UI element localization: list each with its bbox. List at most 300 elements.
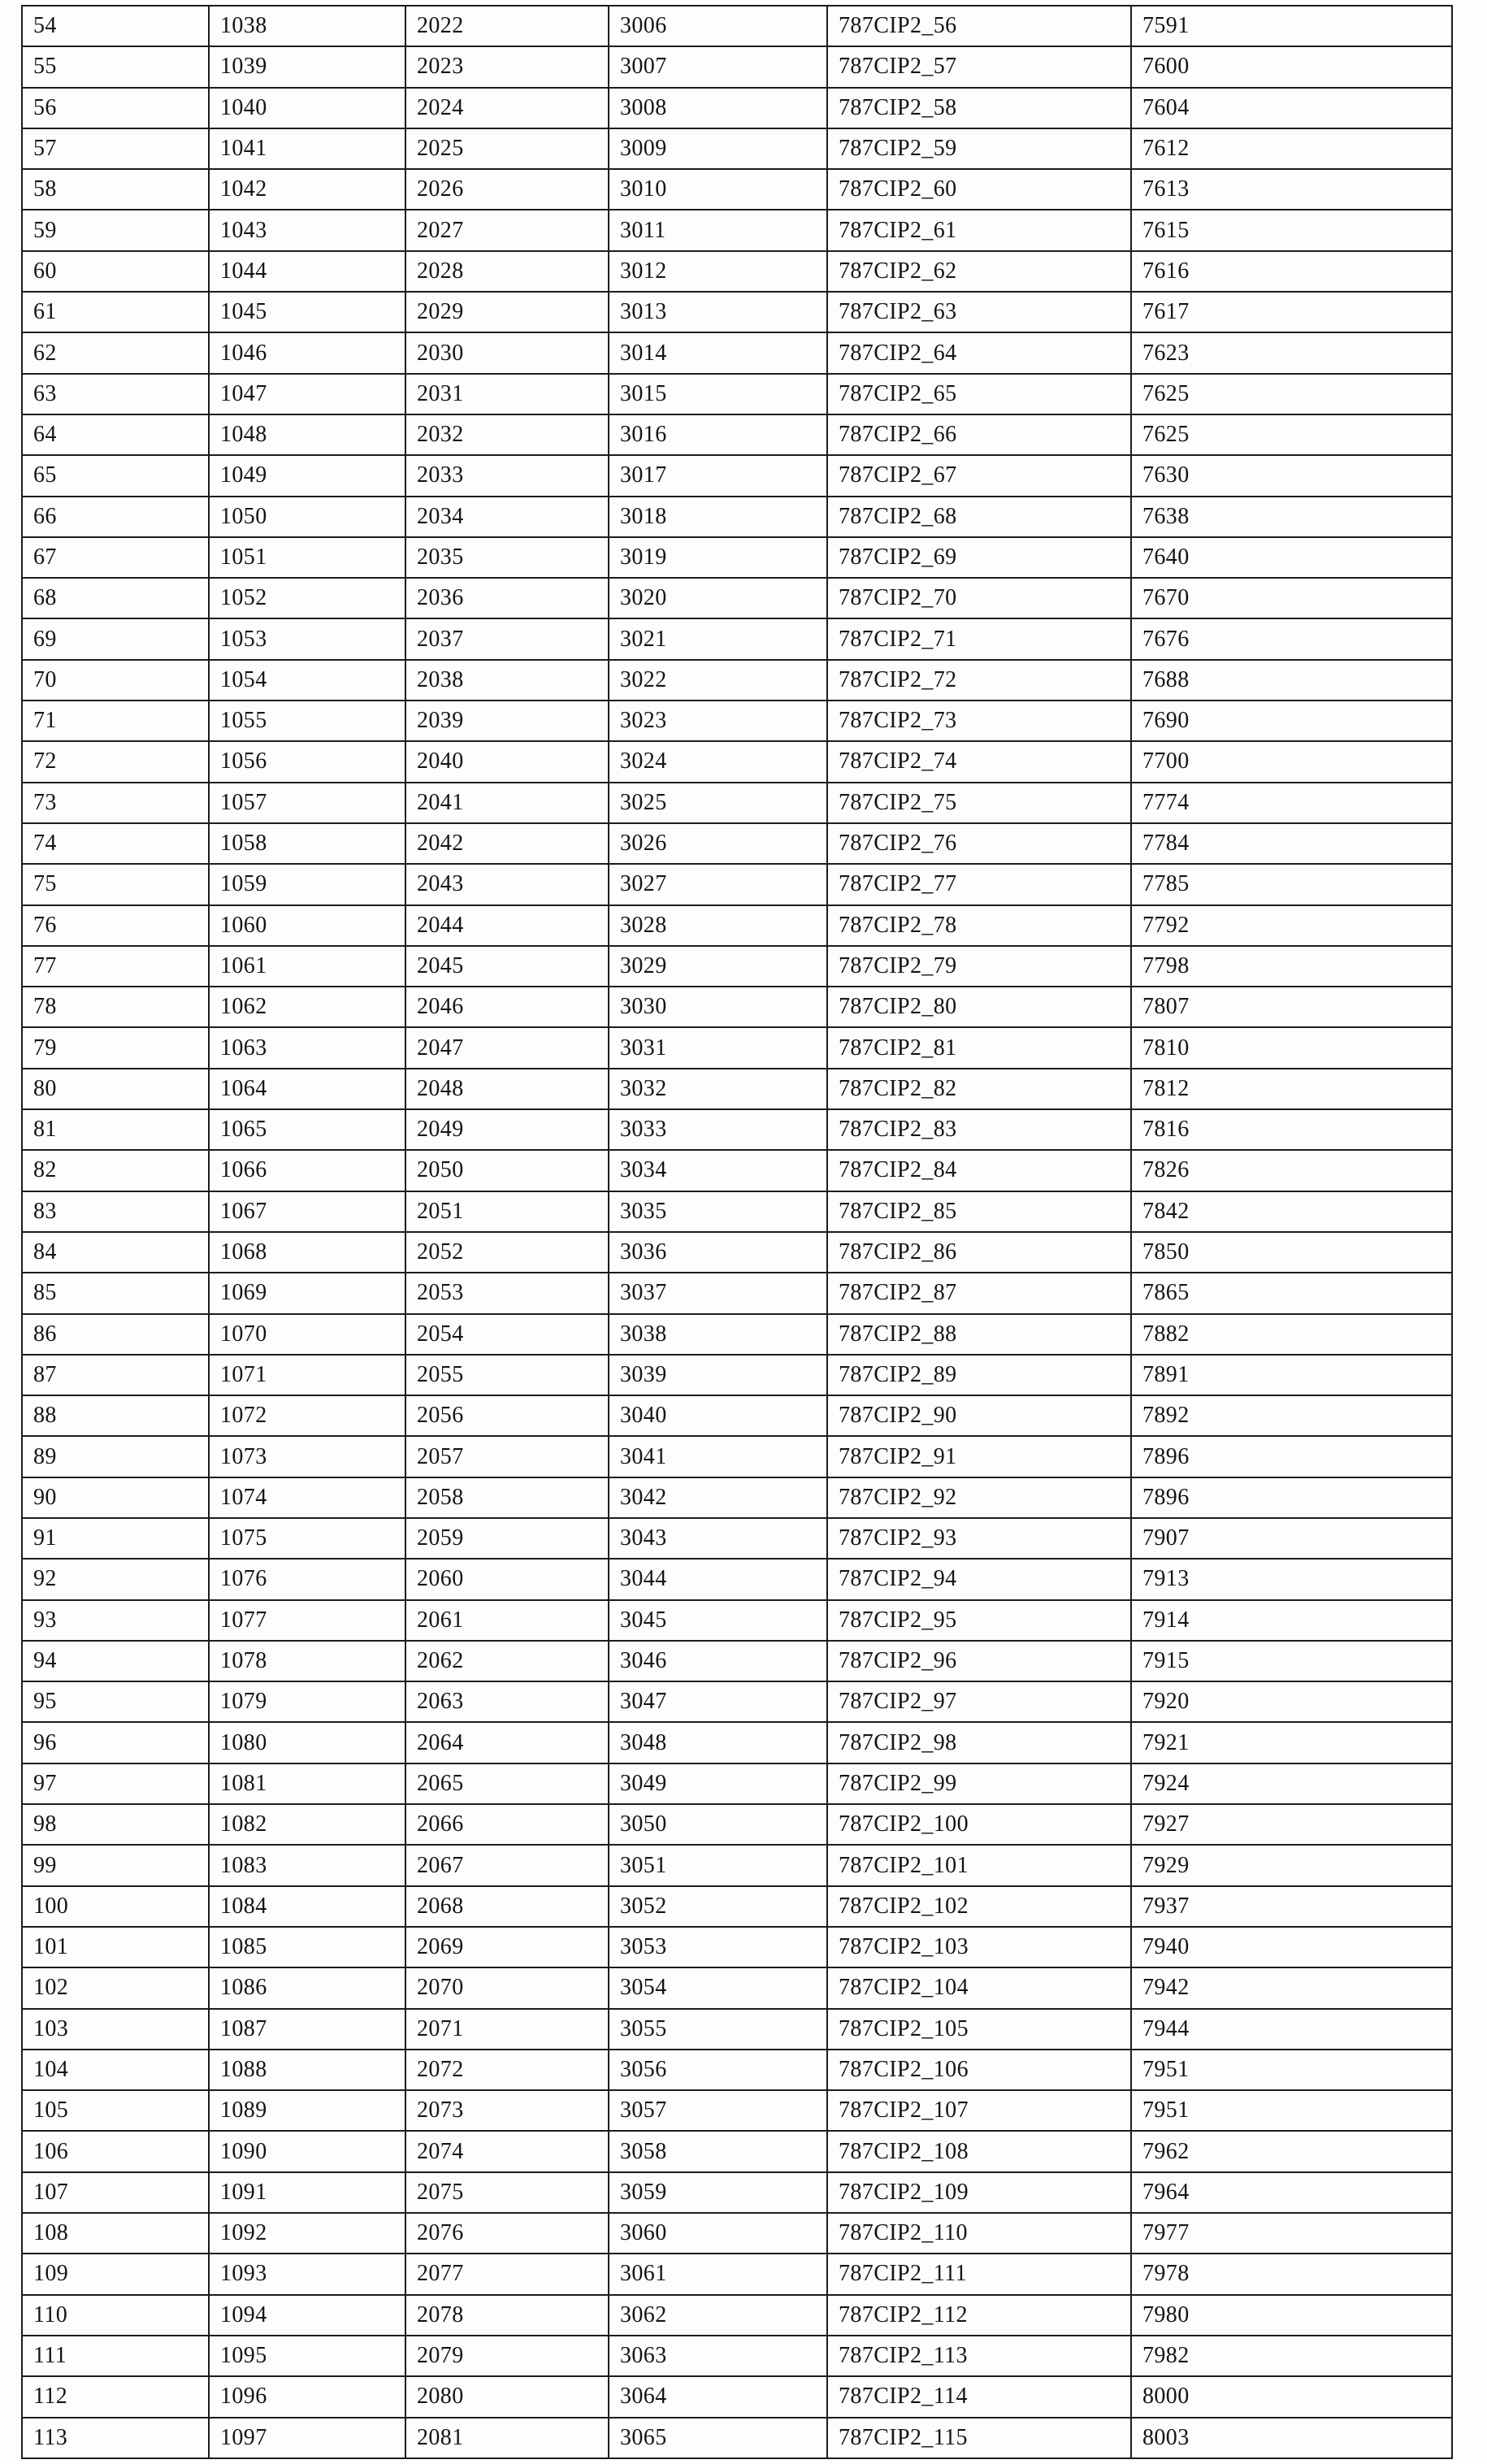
table-cell: 2066 — [405, 1804, 609, 1845]
table-row — [22, 292, 1452, 332]
table-body — [22, 6, 1452, 2458]
table-cell: 3012 — [609, 251, 827, 292]
table-cell: 7676 — [1131, 618, 1452, 659]
table-cell: 107 — [22, 2172, 209, 2213]
table-cell: 8003 — [1131, 2418, 1452, 2458]
table-cell: 2034 — [405, 497, 609, 537]
table-cell: 1074 — [209, 1477, 405, 1518]
table-cell: 2081 — [405, 2418, 609, 2458]
table-cell: 7940 — [1131, 1927, 1452, 1967]
table-cell: 1053 — [209, 618, 405, 659]
table-row — [22, 1600, 1452, 1641]
table-cell: 2039 — [405, 701, 609, 741]
table-cell: 2064 — [405, 1722, 609, 1763]
table-cell: 3056 — [609, 2050, 827, 2090]
table-cell: 787CIP2_63 — [827, 292, 1131, 332]
table-cell: 787CIP2_62 — [827, 251, 1131, 292]
table-cell: 3007 — [609, 46, 827, 87]
table-cell: 3059 — [609, 2172, 827, 2213]
table-cell: 108 — [22, 2213, 209, 2254]
table-cell: 3025 — [609, 783, 827, 823]
table-cell: 2041 — [405, 783, 609, 823]
table-cell: 3054 — [609, 1967, 827, 2008]
table-cell: 3057 — [609, 2090, 827, 2131]
table-cell: 1066 — [209, 1150, 405, 1191]
table-cell: 2058 — [405, 1477, 609, 1518]
table-row — [22, 1967, 1452, 2008]
table-cell: 1067 — [209, 1191, 405, 1232]
table-cell: 1085 — [209, 1927, 405, 1967]
table-cell: 2076 — [405, 2213, 609, 2254]
table-cell: 2055 — [405, 1355, 609, 1395]
table-cell: 7640 — [1131, 537, 1452, 578]
table-cell: 62 — [22, 332, 209, 373]
table-cell: 1075 — [209, 1518, 405, 1559]
table-cell: 1042 — [209, 169, 405, 210]
table-cell: 1076 — [209, 1559, 405, 1599]
table-cell: 87 — [22, 1355, 209, 1395]
table-cell: 1078 — [209, 1641, 405, 1681]
table-row — [22, 1150, 1452, 1191]
table-cell: 58 — [22, 169, 209, 210]
table-row — [22, 701, 1452, 741]
table-cell: 3013 — [609, 292, 827, 332]
table-cell: 57 — [22, 128, 209, 169]
table-row — [22, 741, 1452, 782]
table-cell: 787CIP2_84 — [827, 1150, 1131, 1191]
table-cell: 3037 — [609, 1273, 827, 1313]
table-cell: 7921 — [1131, 1722, 1452, 1763]
table-cell: 69 — [22, 618, 209, 659]
table-cell: 787CIP2_79 — [827, 946, 1131, 987]
table-cell: 2052 — [405, 1232, 609, 1273]
table-cell: 94 — [22, 1641, 209, 1681]
table-cell: 3015 — [609, 374, 827, 414]
table-row — [22, 1232, 1452, 1273]
table-cell: 7982 — [1131, 2336, 1452, 2376]
table-row — [22, 88, 1452, 128]
table-cell: 74 — [22, 823, 209, 864]
table-cell: 2074 — [405, 2131, 609, 2171]
table-cell: 1060 — [209, 905, 405, 946]
table-row — [22, 2336, 1452, 2376]
table-cell: 59 — [22, 210, 209, 250]
table-cell: 7600 — [1131, 46, 1452, 87]
table-cell: 93 — [22, 1600, 209, 1641]
table-row — [22, 6, 1452, 46]
table-cell: 100 — [22, 1886, 209, 1927]
table-cell: 112 — [22, 2376, 209, 2417]
table-cell: 3052 — [609, 1886, 827, 1927]
table-cell: 7792 — [1131, 905, 1452, 946]
table-cell: 7617 — [1131, 292, 1452, 332]
table-cell: 1073 — [209, 1436, 405, 1477]
table-cell: 7613 — [1131, 169, 1452, 210]
table-cell: 787CIP2_75 — [827, 783, 1131, 823]
table-cell: 7625 — [1131, 374, 1452, 414]
table-cell: 3042 — [609, 1477, 827, 1518]
sequence-table — [21, 5, 1453, 2459]
table-cell: 7785 — [1131, 864, 1452, 904]
table-cell: 2069 — [405, 1927, 609, 1967]
table-cell: 1088 — [209, 2050, 405, 2090]
table-row — [22, 1804, 1452, 1845]
table-cell: 1069 — [209, 1273, 405, 1313]
table-cell: 787CIP2_56 — [827, 6, 1131, 46]
table-cell: 787CIP2_76 — [827, 823, 1131, 864]
table-cell: 2022 — [405, 6, 609, 46]
table-cell: 7951 — [1131, 2050, 1452, 2090]
table-cell: 1044 — [209, 251, 405, 292]
table-cell: 7882 — [1131, 1314, 1452, 1355]
table-row — [22, 1477, 1452, 1518]
table-cell: 2047 — [405, 1027, 609, 1068]
table-cell: 787CIP2_107 — [827, 2090, 1131, 2131]
table-cell: 787CIP2_60 — [827, 169, 1131, 210]
table-cell: 7944 — [1131, 2009, 1452, 2050]
table-cell: 7913 — [1131, 1559, 1452, 1599]
table-cell: 7892 — [1131, 1395, 1452, 1436]
table-cell: 787CIP2_80 — [827, 987, 1131, 1027]
table-cell: 3024 — [609, 741, 827, 782]
table-cell: 7842 — [1131, 1191, 1452, 1232]
table-cell: 2026 — [405, 169, 609, 210]
table-cell: 1070 — [209, 1314, 405, 1355]
table-row — [22, 1641, 1452, 1681]
table-cell: 3063 — [609, 2336, 827, 2376]
table-cell: 787CIP2_102 — [827, 1886, 1131, 1927]
table-cell: 2056 — [405, 1395, 609, 1436]
table-cell: 3019 — [609, 537, 827, 578]
table-cell: 787CIP2_114 — [827, 2376, 1131, 2417]
table-cell: 54 — [22, 6, 209, 46]
table-row — [22, 2009, 1452, 2050]
table-cell: 7810 — [1131, 1027, 1452, 1068]
table-cell: 2044 — [405, 905, 609, 946]
table-cell: 2046 — [405, 987, 609, 1027]
table-cell: 79 — [22, 1027, 209, 1068]
table-cell: 7690 — [1131, 701, 1452, 741]
table-cell: 2042 — [405, 823, 609, 864]
table-cell: 3041 — [609, 1436, 827, 1477]
table-cell: 1095 — [209, 2336, 405, 2376]
table-cell: 2057 — [405, 1436, 609, 1477]
table-cell: 7630 — [1131, 455, 1452, 496]
table-cell: 787CIP2_88 — [827, 1314, 1131, 1355]
table-cell: 91 — [22, 1518, 209, 1559]
table-row — [22, 2213, 1452, 2254]
table-cell: 3061 — [609, 2254, 827, 2294]
table-cell: 1055 — [209, 701, 405, 741]
table-cell: 7774 — [1131, 783, 1452, 823]
table-cell: 2024 — [405, 88, 609, 128]
table-cell: 1089 — [209, 2090, 405, 2131]
table-cell: 3064 — [609, 2376, 827, 2417]
table-cell: 89 — [22, 1436, 209, 1477]
table-cell: 1083 — [209, 1845, 405, 1885]
table-cell: 3023 — [609, 701, 827, 741]
table-row — [22, 1886, 1452, 1927]
table-cell: 1046 — [209, 332, 405, 373]
table-cell: 3044 — [609, 1559, 827, 1599]
table-cell: 113 — [22, 2418, 209, 2458]
table-cell: 787CIP2_77 — [827, 864, 1131, 904]
table-cell: 2043 — [405, 864, 609, 904]
table-cell: 3055 — [609, 2009, 827, 2050]
table-cell: 1056 — [209, 741, 405, 782]
table-cell: 2023 — [405, 46, 609, 87]
table-cell: 70 — [22, 660, 209, 701]
table-cell: 7915 — [1131, 1641, 1452, 1681]
table-cell: 101 — [22, 1927, 209, 1967]
table-cell: 60 — [22, 251, 209, 292]
table-cell: 1087 — [209, 2009, 405, 2050]
table-cell: 90 — [22, 1477, 209, 1518]
table-cell: 2075 — [405, 2172, 609, 2213]
table-cell: 1061 — [209, 946, 405, 987]
table-cell: 1049 — [209, 455, 405, 496]
table-cell: 7920 — [1131, 1681, 1452, 1722]
table-cell: 787CIP2_69 — [827, 537, 1131, 578]
table-cell: 1048 — [209, 414, 405, 455]
table-cell: 2031 — [405, 374, 609, 414]
table-cell: 7812 — [1131, 1069, 1452, 1109]
table-row — [22, 1191, 1452, 1232]
table-cell: 787CIP2_91 — [827, 1436, 1131, 1477]
table-cell: 97 — [22, 1763, 209, 1804]
table-cell: 61 — [22, 292, 209, 332]
table-cell: 109 — [22, 2254, 209, 2294]
table-cell: 104 — [22, 2050, 209, 2090]
table-cell: 2045 — [405, 946, 609, 987]
table-row — [22, 660, 1452, 701]
table-row — [22, 1355, 1452, 1395]
table-cell: 98 — [22, 1804, 209, 1845]
table-cell: 3065 — [609, 2418, 827, 2458]
table-cell: 7929 — [1131, 1845, 1452, 1885]
table-cell: 7850 — [1131, 1232, 1452, 1273]
table-cell: 3021 — [609, 618, 827, 659]
table-cell: 1038 — [209, 6, 405, 46]
table-cell: 787CIP2_68 — [827, 497, 1131, 537]
table-cell: 1039 — [209, 46, 405, 87]
table-cell: 3031 — [609, 1027, 827, 1068]
table-row — [22, 128, 1452, 169]
table-cell: 63 — [22, 374, 209, 414]
table-cell: 86 — [22, 1314, 209, 1355]
table-row — [22, 905, 1452, 946]
table-cell: 3032 — [609, 1069, 827, 1109]
table-cell: 1057 — [209, 783, 405, 823]
table-row — [22, 1436, 1452, 1477]
table-cell: 1093 — [209, 2254, 405, 2294]
table-cell: 787CIP2_109 — [827, 2172, 1131, 2213]
table-row — [22, 332, 1452, 373]
table-cell: 787CIP2_96 — [827, 1641, 1131, 1681]
table-cell: 2050 — [405, 1150, 609, 1191]
table-cell: 2065 — [405, 1763, 609, 1804]
table-cell: 787CIP2_92 — [827, 1477, 1131, 1518]
table-cell: 7638 — [1131, 497, 1452, 537]
table-cell: 787CIP2_61 — [827, 210, 1131, 250]
table-cell: 787CIP2_105 — [827, 2009, 1131, 2050]
table-cell: 92 — [22, 1559, 209, 1599]
table-cell: 7784 — [1131, 823, 1452, 864]
table-cell: 7962 — [1131, 2131, 1452, 2171]
table-cell: 67 — [22, 537, 209, 578]
table-cell: 55 — [22, 46, 209, 87]
table-cell: 88 — [22, 1395, 209, 1436]
table-cell: 2054 — [405, 1314, 609, 1355]
table-cell: 3047 — [609, 1681, 827, 1722]
table-cell: 787CIP2_71 — [827, 618, 1131, 659]
table-cell: 2077 — [405, 2254, 609, 2294]
table-cell: 1059 — [209, 864, 405, 904]
table-cell: 1092 — [209, 2213, 405, 2254]
table-cell: 787CIP2_98 — [827, 1722, 1131, 1763]
table-cell: 2078 — [405, 2295, 609, 2336]
table-cell: 2072 — [405, 2050, 609, 2090]
table-cell: 1071 — [209, 1355, 405, 1395]
table-cell: 110 — [22, 2295, 209, 2336]
table-cell: 787CIP2_97 — [827, 1681, 1131, 1722]
table-cell: 3038 — [609, 1314, 827, 1355]
table-cell: 2048 — [405, 1069, 609, 1109]
table-cell: 111 — [22, 2336, 209, 2376]
table-row — [22, 210, 1452, 250]
table-cell: 7816 — [1131, 1109, 1452, 1150]
table-cell: 787CIP2_112 — [827, 2295, 1131, 2336]
table-cell: 3029 — [609, 946, 827, 987]
table-cell: 1043 — [209, 210, 405, 250]
table-cell: 1086 — [209, 1967, 405, 2008]
table-cell: 7604 — [1131, 88, 1452, 128]
table-row — [22, 1069, 1452, 1109]
table-cell: 787CIP2_70 — [827, 578, 1131, 618]
table-cell: 1084 — [209, 1886, 405, 1927]
table-cell: 787CIP2_104 — [827, 1967, 1131, 2008]
table-cell: 1054 — [209, 660, 405, 701]
table-cell: 787CIP2_67 — [827, 455, 1131, 496]
table-cell: 8000 — [1131, 2376, 1452, 2417]
table-row — [22, 1027, 1452, 1068]
table-cell: 3026 — [609, 823, 827, 864]
table-row — [22, 2418, 1452, 2458]
table-cell: 2070 — [405, 1967, 609, 2008]
table-cell: 2049 — [405, 1109, 609, 1150]
table-row — [22, 1518, 1452, 1559]
table-row — [22, 1395, 1452, 1436]
table-cell: 787CIP2_110 — [827, 2213, 1131, 2254]
table-cell: 2035 — [405, 537, 609, 578]
table-cell: 7623 — [1131, 332, 1452, 373]
table-cell: 1077 — [209, 1600, 405, 1641]
table-cell: 3060 — [609, 2213, 827, 2254]
table-cell: 3022 — [609, 660, 827, 701]
table-cell: 2063 — [405, 1681, 609, 1722]
table-row — [22, 1763, 1452, 1804]
table-cell: 7924 — [1131, 1763, 1452, 1804]
table-cell: 787CIP2_100 — [827, 1804, 1131, 1845]
table-cell: 7942 — [1131, 1967, 1452, 2008]
table-row — [22, 455, 1452, 496]
table-cell: 3039 — [609, 1355, 827, 1395]
table-cell: 787CIP2_113 — [827, 2336, 1131, 2376]
table-cell: 2040 — [405, 741, 609, 782]
table-cell: 7591 — [1131, 6, 1452, 46]
table-cell: 787CIP2_85 — [827, 1191, 1131, 1232]
table-row — [22, 1845, 1452, 1885]
table-cell: 68 — [22, 578, 209, 618]
table-cell: 787CIP2_73 — [827, 701, 1131, 741]
table-cell: 787CIP2_101 — [827, 1845, 1131, 1885]
table-cell: 787CIP2_95 — [827, 1600, 1131, 1641]
table-cell: 3050 — [609, 1804, 827, 1845]
table-row — [22, 823, 1452, 864]
table-cell: 1041 — [209, 128, 405, 169]
table-row — [22, 2090, 1452, 2131]
table-cell: 3035 — [609, 1191, 827, 1232]
table-cell: 3062 — [609, 2295, 827, 2336]
table-cell: 787CIP2_99 — [827, 1763, 1131, 1804]
table-cell: 84 — [22, 1232, 209, 1273]
table-cell: 787CIP2_59 — [827, 128, 1131, 169]
table-row — [22, 1273, 1452, 1313]
table-cell: 2059 — [405, 1518, 609, 1559]
table-cell: 787CIP2_111 — [827, 2254, 1131, 2294]
table-cell: 787CIP2_94 — [827, 1559, 1131, 1599]
table-cell: 2060 — [405, 1559, 609, 1599]
table-cell: 2028 — [405, 251, 609, 292]
table-cell: 3049 — [609, 1763, 827, 1804]
table-cell: 787CIP2_58 — [827, 88, 1131, 128]
table-row — [22, 537, 1452, 578]
table-row — [22, 618, 1452, 659]
table-cell: 1047 — [209, 374, 405, 414]
table-cell: 2033 — [405, 455, 609, 496]
table-cell: 787CIP2_83 — [827, 1109, 1131, 1150]
table-cell: 2038 — [405, 660, 609, 701]
table-cell: 7865 — [1131, 1273, 1452, 1313]
table-cell: 787CIP2_81 — [827, 1027, 1131, 1068]
table-cell: 787CIP2_93 — [827, 1518, 1131, 1559]
table-cell: 787CIP2_72 — [827, 660, 1131, 701]
table-cell: 83 — [22, 1191, 209, 1232]
table-cell: 1090 — [209, 2131, 405, 2171]
table-cell: 787CIP2_89 — [827, 1355, 1131, 1395]
table-cell: 3045 — [609, 1600, 827, 1641]
table-cell: 1079 — [209, 1681, 405, 1722]
table-cell: 72 — [22, 741, 209, 782]
table-cell: 787CIP2_66 — [827, 414, 1131, 455]
table-cell: 7891 — [1131, 1355, 1452, 1395]
table-cell: 7807 — [1131, 987, 1452, 1027]
table-cell: 81 — [22, 1109, 209, 1150]
table-row — [22, 2172, 1452, 2213]
table-cell: 3034 — [609, 1150, 827, 1191]
table-cell: 2037 — [405, 618, 609, 659]
table-cell: 1080 — [209, 1722, 405, 1763]
table-cell: 2027 — [405, 210, 609, 250]
table-cell: 2030 — [405, 332, 609, 373]
table-cell: 1052 — [209, 578, 405, 618]
table-cell: 7914 — [1131, 1600, 1452, 1641]
table-cell: 787CIP2_115 — [827, 2418, 1131, 2458]
table-cell: 3008 — [609, 88, 827, 128]
table-cell: 85 — [22, 1273, 209, 1313]
table-cell: 76 — [22, 905, 209, 946]
table-cell: 3016 — [609, 414, 827, 455]
